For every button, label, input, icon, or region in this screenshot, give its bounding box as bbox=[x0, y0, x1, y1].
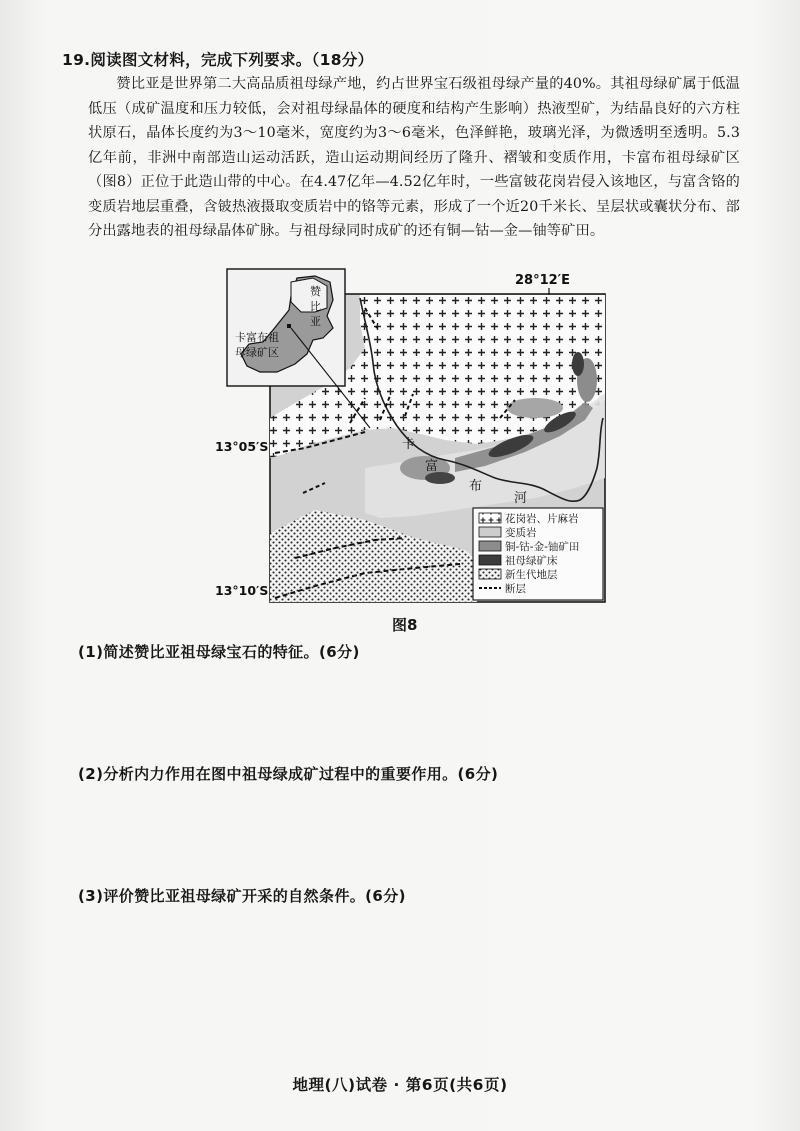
sub-question-1: (1)简述赞比亚祖母绿宝石的特征。(6分) bbox=[78, 643, 360, 661]
emerald-deposit-4 bbox=[572, 352, 584, 376]
answer-space-2[interactable] bbox=[78, 790, 738, 880]
answer-space-1[interactable] bbox=[78, 668, 738, 758]
sub-question-2: (2)分析内力作用在图中祖母绿成矿过程中的重要作用。(6分) bbox=[78, 765, 499, 783]
river-label-char-1: 卡 bbox=[402, 437, 416, 452]
inset-country-char-3: 亚 bbox=[310, 315, 321, 328]
inset-country-char-2: 比 bbox=[310, 300, 321, 313]
legend-swatch-granite bbox=[479, 513, 501, 523]
legend-swatch-cenozoic bbox=[479, 569, 501, 579]
inset-country-char-1: 赞 bbox=[310, 285, 321, 298]
legend-swatch-emerald bbox=[479, 555, 501, 565]
legend-swatch-ore-field bbox=[479, 541, 501, 551]
map-legend bbox=[473, 508, 603, 600]
legend-label-metamorphic: 变质岩 bbox=[505, 527, 537, 539]
legend-label-fault: 断层 bbox=[505, 583, 526, 595]
location-inset bbox=[227, 269, 345, 386]
latitude-label-top: 13°05′S bbox=[215, 439, 269, 454]
sub-question-3: (3)评价赞比亚祖母绿矿开采的自然条件。(6分) bbox=[78, 887, 406, 905]
longitude-label: 28°12′E bbox=[515, 273, 570, 288]
river-label-char-3: 布 bbox=[469, 479, 483, 494]
legend-label-granite: 花岗岩、片麻岩 bbox=[505, 513, 579, 525]
answer-space-3[interactable] bbox=[78, 912, 738, 1052]
page-footer: 地理(八)试卷 · 第6页(共6页) bbox=[292, 1076, 508, 1094]
passage-paragraph: 赞比亚是世界第二大高品质祖母绿产地，约占世界宝石级祖母绿产量的40%。其祖母绿矿属于低温低压（成矿温度和压力较低，会对祖母绿晶体的硬度和结构产生影响）热液型矿，为结晶良好的六方柱状原石，晶体长度约为3～10毫米，宽度约为3～6毫米，色泽鲜艳，玻璃光泽，为微透明至透明。5.3亿年前，非洲中南部造山运动活跃，造山运动期间经历了隆升、褶皱和变质作用，卡富布祖母绿矿区（图8）正位于此造山带的中心。在4.47亿年—4.52亿年时，一些富铍花岗岩侵入该地区，与富含铬的变质岩地层重叠，含铍热液摄取变质岩中的铬等元素，形成了一个近20千米长、呈层状或囊状分布、部分出露地表的祖母绿晶体矿脉。与祖母绿同时成矿的还有铜—钴—金—铀等矿田。 bbox=[88, 76, 740, 239]
inset-area-line-1: 卡富布祖 bbox=[235, 331, 279, 344]
river-label-char-4: 河 bbox=[514, 491, 528, 506]
legend-label-emerald: 祖母绿矿床 bbox=[505, 555, 558, 567]
question-heading bbox=[62, 48, 373, 70]
legend-label-cenozoic: 新生代地层 bbox=[505, 569, 558, 581]
question-instruction: 阅读图文材料，完成下列要求。（18分） bbox=[90, 51, 374, 69]
inset-area-line-2: 母绿矿区 bbox=[235, 346, 279, 359]
figure-8-geological-map bbox=[215, 268, 615, 608]
map-svg bbox=[215, 268, 615, 608]
reading-passage bbox=[88, 72, 740, 244]
legend-swatch-metamorphic bbox=[479, 527, 501, 537]
latitude-label-bottom: 13°10′S bbox=[215, 583, 269, 598]
question-number: 19. bbox=[62, 51, 91, 69]
figure-caption: 图8 bbox=[392, 616, 418, 634]
river-label-char-2: 富 bbox=[425, 459, 439, 474]
legend-label-ore-field: 铜-钴-金-铀矿田 bbox=[505, 541, 580, 553]
